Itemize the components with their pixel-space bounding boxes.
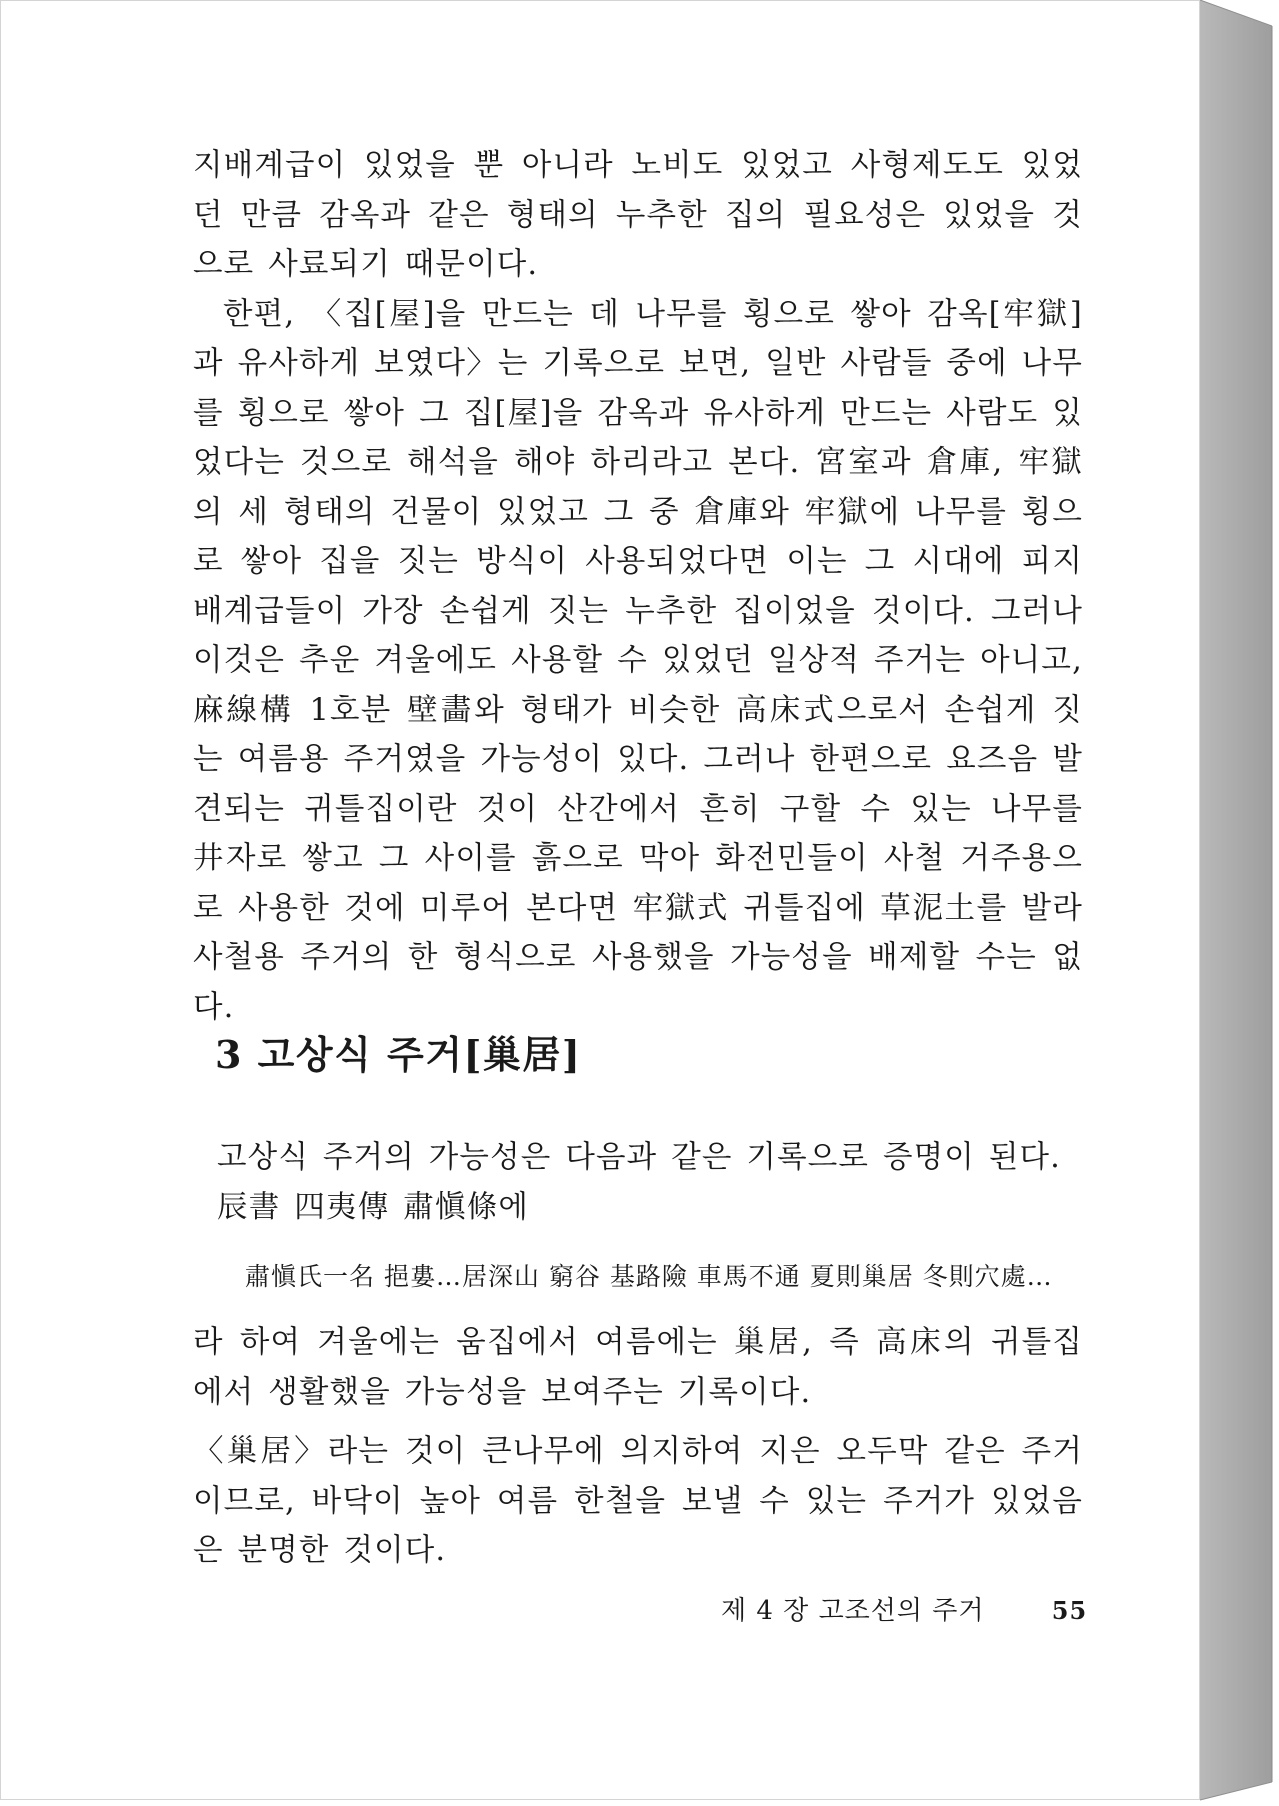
paragraph-last: 〈巢居〉라는 것이 큰나무에 의지하여 지은 오두막 같은 주거이므로, 바닥이 높아 여름 한철을 보낼 수 있는 주거가 있었음은 분명한 것이다. [193,1434,1083,1568]
body-text [193,141,1083,1032]
page-footer [721,1591,1087,1631]
section-source-line: 辰書 四夷傳 肅愼條에 [217,1189,530,1225]
paragraph-after-quote: 라 하여 겨울에는 움집에서 여름에는 巢居, 즉 高床의 귀틀집에서 생활했을 가능성을 보여주는 기록이다. [193,1325,1083,1410]
chapter-title: 제 4 장 고조선의 주거 [721,1596,985,1626]
section-body [193,1133,1083,1576]
section-heading: 3 고상식 주거[巢居] [215,1032,582,1077]
page-number: 55 [1051,1596,1088,1625]
classical-quote: 肅愼氏一名 挹婁…居深山 窮谷 基路險 車馬不通 夏則巢居 冬則穴處… [245,1262,1053,1291]
section-intro-line: 고상식 주거의 가능성은 다음과 같은 기록으로 증명이 된다. [217,1140,1062,1175]
paragraph-2: 한편, 〈집[屋]을 만드는 데 나무를 횡으로 쌓아 감옥[牢獄]과 유사하게 보였다〉는 기록으로 보면, 일반 사람들 중에 나무를 횡으로 쌓아 그 집[屋]을 감옥과 유사하게 만드는 사람도 있었다는 것으로 해석을 해야 하리라고 본다. 宮室과 倉庫, 牢獄의 세 형태의 건물이 있었고 그 중 倉庫와 牢獄에 나무를 횡으로 쌓아 집을 짓는 방식이 사용되었다면 이는 그 시대에 피지배계급들이 가장 손쉽게 짓는 누추한 집이었을 것이다. 그러나 이것은 추운 겨울에도 사용할 수 있었던 일상적 주거는 아니고, 麻線構 1호분 壁畵와 형태가 비슷한 高床式으로서 손쉽게 짓는 여름용 주거였을 가능성이 있다. 그러나 한편으로 요즈음 발견되는 귀틀집이란 것이 산간에서 흔히 구할 수 있는 나무를 井자로 쌓고 그 사이를 흙으로 막아 화전민들이 사철 거주용으로 사용한 것에 미루어 본다면 牢獄式 귀틀집에 草泥土를 발라 사철용 주거의 한 형식으로 사용했을 가능성을 배제할 수는 없다. [193,296,1083,1025]
paragraph-1: 지배계급이 있었을 뿐 아니라 노비도 있었고 사형제도도 있었던 만큼 감옥과 같은 형태의 누추한 집의 필요성은 있었을 것으로 사료되기 때문이다. [193,148,1083,282]
